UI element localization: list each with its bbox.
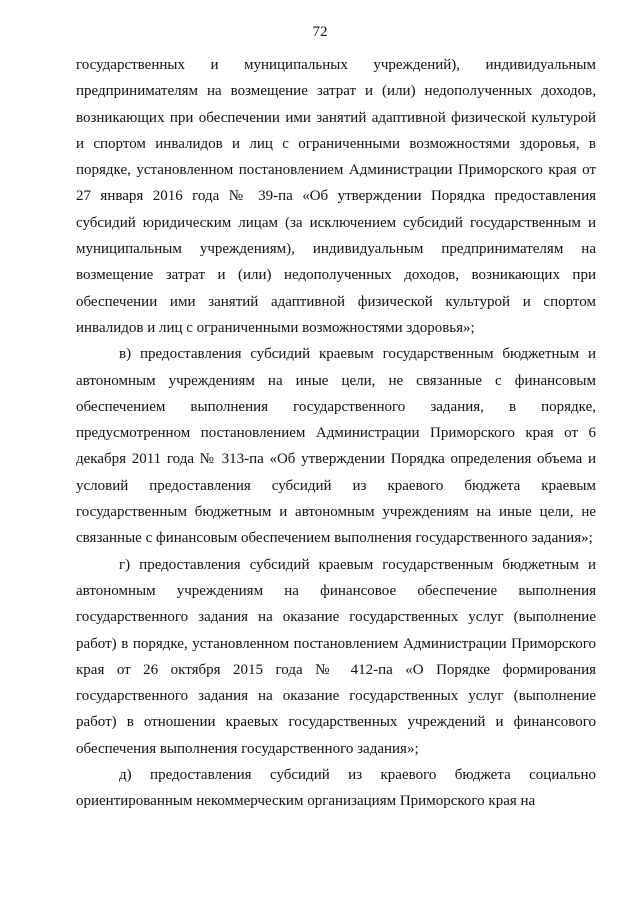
page-number: 72 xyxy=(312,24,328,40)
paragraph-continuation: государственных и муниципальных учреждений), индивидуальным предпринимателям на возмещение затрат и (или) недополученных доходов, возникающих при обеспечении ими занятий адаптивной физической культурой и спортом инвалидов и лиц с ограниченными возможностями здоровья, в порядке, установленном постановлением Администрации Приморского края от 27 января 2016 года № 39-па «Об утверждении Порядка предоставления субсидий юридическим лицам (за исключением субсидий государственным и муниципальным учреждениям), индивидуальным предпринимателям на возмещение затрат и (или) недополученных доходов, возникающих при обеспечении ими занятий адаптивной физической культурой и спортом инвалидов и лиц с ограниченными возможностями здоровья»; xyxy=(76,57,596,336)
paragraph-item-d: д) предоставления субсидий из краевого бюджета социально ориентированным некоммерческим организациям Приморского края на xyxy=(76,767,596,810)
paragraph-item-g: г) предоставления субсидий краевым государственным бюджетным и автономным учреждениям на финансовое обеспечение выполнения государственного задания на оказание государственных услуг (выполнение работ) в порядке, установленном постановлением Администрации Приморского края от 26 октября 2015 года № 412-па «О Порядке формирования государственного задания на оказание государственных услуг (выполнение работ) в отношении краевых государственных учреждений и финансового обеспечения выполнения государственного задания»; xyxy=(76,556,596,757)
paragraph-item-v: в) предоставления субсидий краевым государственным бюджетным и автономным учреждениям на иные цели, не связанные с финансовым обеспечением выполнения государственного задания, в порядке, предусмотренном постановлением Администрации Приморского края от 6 декабря 2011 года № 313-па «Об утверждении Порядка определения объема и условий предоставления субсидий из краевого бюджета краевым государственным бюджетным и автономным учреждениям на иные цели, не связанные с финансовым обеспечением выполнения государственного задания»; xyxy=(76,346,596,547)
document-body xyxy=(76,52,596,815)
